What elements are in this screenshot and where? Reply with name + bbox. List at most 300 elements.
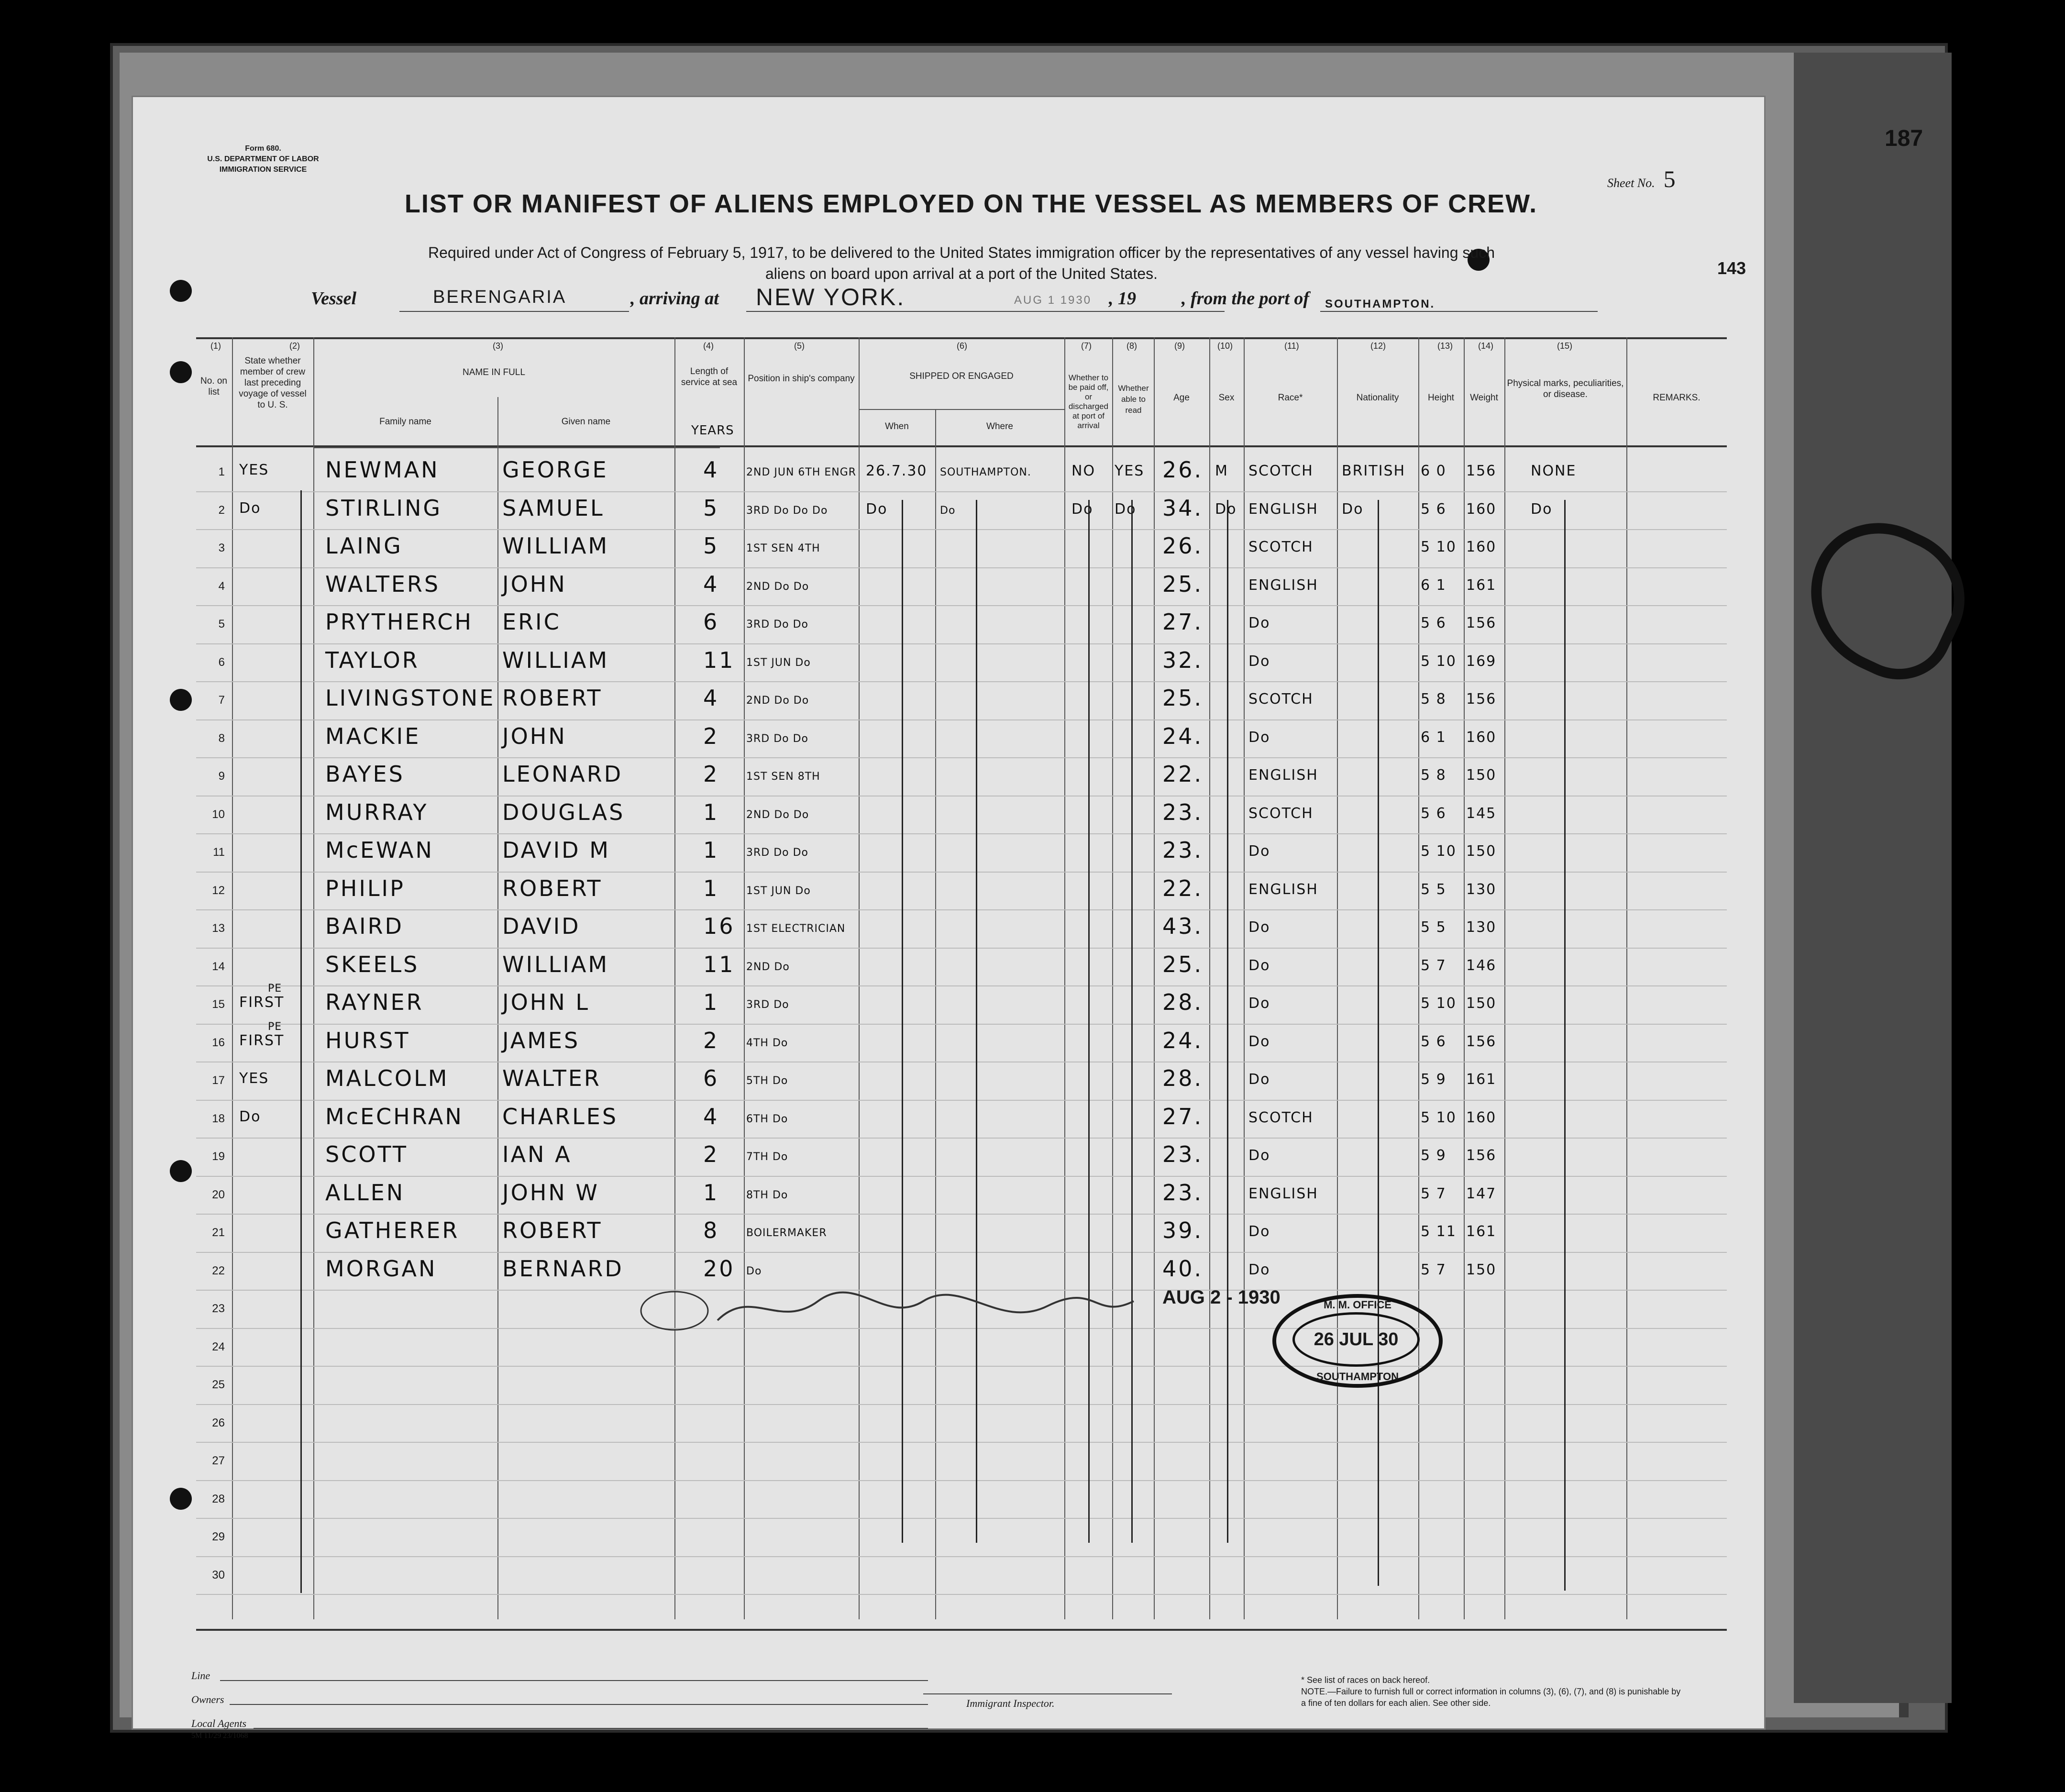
row-able-to-read: YES <box>1115 463 1145 479</box>
row-given-name: JOHN W <box>502 1179 599 1206</box>
row-family-name: SCOTT <box>325 1141 408 1167</box>
header-where: Where <box>986 421 1013 431</box>
header-age: Age <box>1173 393 1190 403</box>
row-race: Do <box>1248 1147 1270 1164</box>
row-rule <box>196 1024 1727 1025</box>
arrival-date-stamp: AUG 1 1930 <box>1014 294 1092 307</box>
page-subtitle <box>297 242 1626 284</box>
row-position: 2ND Do Do <box>746 580 809 593</box>
row-nationality: BRITISH <box>1342 463 1406 479</box>
row-number: 26 <box>212 1416 225 1429</box>
row-height: 5 10 <box>1421 843 1457 860</box>
row-rule <box>196 1404 1727 1405</box>
row-family-name: RAYNER <box>325 989 424 1015</box>
ditto-line <box>1564 500 1566 1591</box>
col-number: (11) <box>1284 341 1299 351</box>
departure-port: SOUTHAMPTON. <box>1325 298 1436 310</box>
row-given-name: GEORGE <box>502 457 608 483</box>
row-position: 2ND JUN 6TH ENGR <box>746 466 857 478</box>
row-height: 5 6 <box>1421 1033 1447 1050</box>
header-nationality: Nationality <box>1356 393 1399 403</box>
row-race: SCOTCH <box>1248 463 1314 479</box>
row-height: 5 10 <box>1421 653 1457 670</box>
row-height: 5 8 <box>1421 691 1447 708</box>
row-position: 1ST SEN 8TH <box>746 771 820 783</box>
header-paid-off: Whether to be paid off, or discharged at port of arrival <box>1068 373 1109 430</box>
year-label: , 19 <box>1109 288 1136 309</box>
crew-table <box>196 337 1727 1619</box>
footnote-penalty: NOTE.—Failure to furnish full or correct information in columns (3), (6), (7), and (8) is punishable by a fine of ten dollars for each alien. See other side. <box>1301 1687 1681 1708</box>
row-race: Do <box>1248 729 1270 746</box>
row-race: Do <box>1248 919 1270 936</box>
row-number: 3 <box>218 542 225 554</box>
row-number: 9 <box>218 770 225 783</box>
row-height: 5 9 <box>1421 1147 1447 1164</box>
row-race: Do <box>1248 1071 1270 1088</box>
row-rule <box>196 529 1727 530</box>
binder-cover-edge <box>1794 53 1952 1703</box>
ditto-line <box>1378 500 1379 1586</box>
row-weight: 150 <box>1466 767 1497 784</box>
col-number: (2) <box>289 341 300 351</box>
row-age: 39. <box>1162 1217 1204 1243</box>
header-remarks: REMARKS. <box>1653 393 1701 403</box>
row-race: ENGLISH <box>1248 1185 1318 1202</box>
row-given-name: ROBERT <box>502 875 603 901</box>
row-race: Do <box>1248 995 1270 1012</box>
vessel-label: Vessel <box>311 288 356 309</box>
row-age: 27. <box>1162 609 1204 635</box>
col-number: (9) <box>1174 341 1185 351</box>
form-number: Form 680. <box>245 144 281 153</box>
state-mark: PE <box>268 1020 282 1033</box>
page-title: LIST OR MANIFEST OF ALIENS EMPLOYED ON THE VESSEL AS MEMBERS OF CREW. <box>404 189 1538 218</box>
row-rule <box>196 491 1727 492</box>
row-number: 13 <box>212 922 225 935</box>
row-race: SCOTCH <box>1248 539 1314 555</box>
row-rule <box>196 643 1727 644</box>
row-family-name: MURRAY <box>325 799 429 825</box>
punch-hole <box>170 1160 192 1182</box>
row-weight: 145 <box>1466 805 1497 822</box>
row-given-name: DAVID M <box>502 837 610 863</box>
row-length-of-service: 4 <box>703 685 719 711</box>
row-rule <box>196 1252 1727 1253</box>
row-race: ENGLISH <box>1248 576 1318 594</box>
from-port-label: , from the port of <box>1182 288 1310 309</box>
row-given-name: DOUGLAS <box>502 799 625 825</box>
row-length-of-service: 1 <box>703 989 719 1015</box>
row-weight: 150 <box>1466 995 1497 1012</box>
row-state: YES <box>239 462 269 478</box>
row-number: 30 <box>212 1568 225 1582</box>
row-position: 7TH Do <box>746 1151 788 1163</box>
inspector-signature <box>636 1282 1143 1335</box>
row-shipped-where: Do <box>940 504 956 517</box>
row-number: 6 <box>218 655 225 669</box>
row-family-name: MALCOLM <box>325 1065 449 1091</box>
row-position: 1ST JUN Do <box>746 656 811 669</box>
header-when: When <box>885 421 909 431</box>
footnote-races: * See list of races on back hereof. <box>1301 1675 1430 1685</box>
punch-hole <box>170 280 192 302</box>
row-weight: 161 <box>1466 1223 1497 1240</box>
row-length-of-service: 8 <box>703 1217 719 1243</box>
row-age: 24. <box>1162 1027 1204 1053</box>
row-age: 32. <box>1162 647 1204 673</box>
row-paid-off: Do <box>1071 500 1093 518</box>
row-age: 26. <box>1162 457 1204 483</box>
sheet-value: 5 <box>1663 166 1676 192</box>
row-number: 18 <box>212 1112 225 1125</box>
row-state: FIRST <box>239 1032 285 1049</box>
row-height: 5 5 <box>1421 881 1447 898</box>
row-height: 5 9 <box>1421 1071 1447 1088</box>
row-position: Do <box>746 1265 762 1277</box>
row-rule <box>196 681 1727 682</box>
row-length-of-service: 2 <box>703 1141 719 1167</box>
row-position: 2ND Do Do <box>746 808 809 821</box>
row-given-name: ROBERT <box>502 685 603 711</box>
row-position: 3RD Do Do Do <box>746 504 828 517</box>
row-weight: 156 <box>1466 615 1497 631</box>
punch-hole <box>170 1488 192 1510</box>
row-height: 5 7 <box>1421 1185 1447 1202</box>
row-race: Do <box>1248 843 1270 860</box>
row-race: ENGLISH <box>1248 881 1318 898</box>
arriving-label: , arriving at <box>630 288 719 309</box>
col-number: (13) <box>1437 341 1453 351</box>
row-family-name: ALLEN <box>325 1179 405 1206</box>
service: IMMIGRATION SERVICE <box>219 166 307 174</box>
row-number: 11 <box>213 846 225 859</box>
row-shipped-where: SOUTHAMPTON. <box>940 466 1031 478</box>
row-given-name: WILLIAM <box>502 647 609 673</box>
stamp-top: M. M. OFFICE <box>1324 1299 1391 1311</box>
row-number: 10 <box>212 808 225 821</box>
footnote <box>1301 1674 1684 1709</box>
row-number: 12 <box>212 884 225 897</box>
row-number: 15 <box>212 998 225 1011</box>
row-race: SCOTCH <box>1248 1109 1314 1126</box>
row-height: 5 6 <box>1421 615 1447 631</box>
row-number: 16 <box>212 1036 225 1049</box>
header-length: Length of service at sea <box>681 366 738 387</box>
ditto-line <box>976 500 977 1543</box>
subtitle-line-2: aliens on board upon arrival at a port of the United States. <box>765 265 1158 282</box>
row-rule <box>196 1138 1727 1139</box>
row-weight: 130 <box>1466 919 1497 936</box>
row-number: 24 <box>212 1340 225 1353</box>
row-rule <box>196 948 1727 949</box>
row-weight: 150 <box>1466 843 1497 860</box>
header-sex: Sex <box>1218 393 1235 403</box>
header-no: No. on list <box>200 376 227 397</box>
row-given-name: JOHN <box>502 571 567 597</box>
row-rule <box>196 567 1727 568</box>
row-height: 5 10 <box>1421 539 1457 555</box>
row-length-of-service: 11 <box>703 951 735 977</box>
col-number: (6) <box>957 341 967 351</box>
form-identifier <box>187 144 340 175</box>
row-weight: 161 <box>1466 576 1497 594</box>
row-family-name: MORGAN <box>325 1255 437 1282</box>
row-sex: Do <box>1215 500 1237 518</box>
row-family-name: WALTERS <box>325 571 441 597</box>
row-age: 34. <box>1162 495 1204 521</box>
row-given-name: JAMES <box>502 1027 580 1053</box>
row-paid-off: NO <box>1071 463 1096 479</box>
row-number: 20 <box>212 1188 225 1201</box>
row-rule <box>196 1176 1727 1177</box>
col-number: (15) <box>1557 341 1573 351</box>
page-number: 187 <box>1885 126 1923 151</box>
col-number: (3) <box>493 341 503 351</box>
row-given-name: LEONARD <box>502 761 623 787</box>
subtitle-line-1: Required under Act of Congress of February 5, 1917, to be delivered to the United States immigration officer by the representatives of any vessel having such <box>428 244 1495 261</box>
row-length-of-service: 2 <box>703 723 719 749</box>
row-age: 25. <box>1162 951 1204 977</box>
row-length-of-service: 4 <box>703 571 719 597</box>
row-height: 5 10 <box>1421 1109 1457 1126</box>
row-family-name: BAYES <box>325 761 405 787</box>
row-number: 5 <box>218 618 225 631</box>
header-read: Whether able to read <box>1118 384 1149 415</box>
row-rule <box>196 757 1727 758</box>
row-position: 3RD Do Do <box>746 847 809 859</box>
header-name-in-full: NAME IN FULL <box>463 367 525 377</box>
row-given-name: DAVID <box>502 913 581 939</box>
sheet-label: Sheet No. <box>1607 176 1655 190</box>
row-height: 5 8 <box>1421 767 1447 784</box>
row-weight: 147 <box>1466 1185 1497 1202</box>
row-number: 7 <box>218 694 225 707</box>
footer-agents: Local Agents <box>191 1717 247 1729</box>
row-height: 5 6 <box>1421 805 1447 822</box>
row-age: 24. <box>1162 723 1204 749</box>
header-length-unit: YEARS <box>691 423 734 438</box>
row-position: 3RD Do <box>746 999 789 1011</box>
row-age: 23. <box>1162 1141 1204 1167</box>
punch-hole <box>170 689 192 711</box>
footer-line: Line <box>191 1670 210 1681</box>
row-height: 5 6 <box>1421 500 1447 518</box>
row-position: 5TH Do <box>746 1075 788 1087</box>
row-rule <box>196 605 1727 606</box>
row-physical-marks: NONE <box>1531 463 1577 479</box>
row-given-name: ERIC <box>502 609 561 635</box>
row-height: 5 7 <box>1421 957 1447 974</box>
row-number: 1 <box>218 465 225 478</box>
row-weight: 130 <box>1466 881 1497 898</box>
row-race: ENGLISH <box>1248 500 1318 518</box>
row-family-name: HURST <box>325 1027 410 1053</box>
row-age: 25. <box>1162 685 1204 711</box>
row-position: 2ND Do <box>746 961 790 973</box>
row-rule <box>196 719 1727 720</box>
row-family-name: McEWAN <box>325 837 434 863</box>
row-position: 2ND Do Do <box>746 695 809 707</box>
row-given-name: CHARLES <box>502 1103 618 1129</box>
row-sex: M <box>1215 463 1228 479</box>
row-state: YES <box>239 1070 269 1087</box>
row-length-of-service: 6 <box>703 1065 719 1091</box>
row-number: 14 <box>212 960 225 973</box>
col-number: (7) <box>1081 341 1092 351</box>
row-given-name: IAN A <box>502 1141 572 1167</box>
row-number: 23 <box>212 1302 225 1315</box>
row-weight: 146 <box>1466 957 1497 974</box>
header-weight: Weight <box>1470 393 1498 403</box>
row-number: 25 <box>212 1378 225 1391</box>
row-age: 43. <box>1162 913 1204 939</box>
header-given-name: Given name <box>561 417 611 427</box>
row-position: 3RD Do Do <box>746 732 809 745</box>
header-state: State whether member of crew last preceding voyage of vessel to U. S. <box>239 356 307 410</box>
row-able-to-read: Do <box>1115 500 1137 518</box>
row-position: 4TH Do <box>746 1037 788 1049</box>
row-family-name: McECHRAN <box>325 1103 464 1129</box>
row-race: SCOTCH <box>1248 691 1314 708</box>
row-family-name: MACKIE <box>325 723 421 749</box>
mm-office-stamp <box>1272 1294 1443 1388</box>
row-position: 1ST ELECTRICIAN <box>746 923 846 935</box>
row-age: 26. <box>1162 533 1204 559</box>
col-number: (5) <box>794 341 805 351</box>
side-number: 143 <box>1717 258 1746 278</box>
ditto-line <box>1131 500 1133 1543</box>
col-number: (10) <box>1217 341 1233 351</box>
ditto-line <box>902 500 903 1543</box>
row-rule <box>196 909 1727 910</box>
row-physical-marks: Do <box>1531 500 1553 518</box>
row-age: 28. <box>1162 1065 1204 1091</box>
row-race: Do <box>1248 957 1270 974</box>
row-given-name: JOHN L <box>502 989 590 1015</box>
row-rule <box>196 1518 1727 1519</box>
row-weight: 160 <box>1466 1109 1497 1126</box>
row-given-name: WILLIAM <box>502 951 609 977</box>
row-age: 23. <box>1162 837 1204 863</box>
row-family-name: GATHERER <box>325 1217 460 1243</box>
row-length-of-service: 4 <box>703 457 719 483</box>
ditto-line <box>1227 500 1228 1543</box>
row-shipped-when: 26.7.30 <box>866 463 928 479</box>
row-given-name: SAMUEL <box>502 495 605 521</box>
col-number: (8) <box>1126 341 1137 351</box>
col-number: (14) <box>1478 341 1494 351</box>
row-given-name: WILLIAM <box>502 533 609 559</box>
row-rule <box>196 872 1727 873</box>
row-race: Do <box>1248 1033 1270 1050</box>
row-height: 5 10 <box>1421 995 1457 1012</box>
row-length-of-service: 1 <box>703 837 719 863</box>
row-given-name: WALTER <box>502 1065 601 1091</box>
row-length-of-service: 11 <box>703 647 735 673</box>
row-weight: 160 <box>1466 500 1497 518</box>
row-height: 5 11 <box>1421 1223 1457 1240</box>
row-race: Do <box>1248 653 1270 670</box>
inspection-date: AUG 2 - 1930 <box>1162 1287 1281 1308</box>
row-position: 8TH Do <box>746 1189 788 1201</box>
row-number: 21 <box>212 1226 225 1239</box>
row-race: Do <box>1248 1261 1270 1278</box>
row-number: 22 <box>212 1264 225 1277</box>
row-length-of-service: 5 <box>703 533 719 559</box>
row-number: 19 <box>212 1150 225 1163</box>
row-weight: 156 <box>1466 463 1497 479</box>
row-weight: 156 <box>1466 691 1497 708</box>
row-given-name: JOHN <box>502 723 567 749</box>
row-position: 3RD Do Do <box>746 619 809 631</box>
row-age: 25. <box>1162 571 1204 597</box>
row-family-name: STIRLING <box>325 495 442 521</box>
col-number: (4) <box>703 341 714 351</box>
row-number: 17 <box>212 1074 225 1087</box>
stamp-bottom: SOUTHAMPTON <box>1316 1371 1399 1383</box>
row-age: 22. <box>1162 875 1204 901</box>
row-age: 23. <box>1162 1179 1204 1206</box>
row-position: 1ST JUN Do <box>746 885 811 897</box>
row-height: 6 1 <box>1421 576 1447 594</box>
ditto-line <box>300 1122 302 1593</box>
row-age: 22. <box>1162 761 1204 787</box>
row-weight: 160 <box>1466 539 1497 555</box>
row-length-of-service: 2 <box>703 1027 719 1053</box>
row-family-name: NEWMAN <box>325 457 440 483</box>
row-weight: 169 <box>1466 653 1497 670</box>
row-length-of-service: 1 <box>703 875 719 901</box>
header-physical: Physical marks, peculiarities, or disease. <box>1507 378 1624 399</box>
row-state: Do <box>239 1108 261 1125</box>
row-state: Do <box>239 499 261 517</box>
header-race: Race* <box>1278 393 1303 403</box>
row-length-of-service: 5 <box>703 495 719 521</box>
row-rule <box>196 833 1727 834</box>
footer-inspector: Immigrant Inspector. <box>966 1697 1055 1709</box>
row-family-name: TAYLOR <box>325 647 420 673</box>
row-rule <box>196 1594 1727 1595</box>
row-rule <box>196 1480 1727 1481</box>
row-weight: 161 <box>1466 1071 1497 1088</box>
row-family-name: LIVINGSTONE <box>325 685 496 711</box>
row-rule <box>196 985 1727 986</box>
row-given-name: BERNARD <box>502 1255 624 1282</box>
row-family-name: SKEELS <box>325 951 420 977</box>
ditto-line <box>1088 500 1090 1543</box>
header-position: Position in ship's company <box>748 374 855 384</box>
stamp-date: 26 JUL 30 <box>1292 1312 1420 1367</box>
row-given-name: ROBERT <box>502 1217 603 1243</box>
row-family-name: LAING <box>325 533 403 559</box>
row-number: 27 <box>212 1454 225 1467</box>
row-length-of-service: 2 <box>703 761 719 787</box>
row-number: 28 <box>212 1492 225 1505</box>
header-height: Height <box>1428 393 1454 403</box>
row-height: 6 0 <box>1421 463 1447 479</box>
row-family-name: BAIRD <box>325 913 404 939</box>
row-rule <box>196 1442 1727 1443</box>
row-length-of-service: 1 <box>703 1179 719 1206</box>
row-age: 40. <box>1162 1255 1204 1282</box>
row-length-of-service: 20 <box>703 1255 735 1282</box>
footer-owners: Owners <box>191 1693 224 1705</box>
col-number: (12) <box>1370 341 1386 351</box>
row-weight: 156 <box>1466 1033 1497 1050</box>
row-weight: 150 <box>1466 1261 1497 1278</box>
row-race: Do <box>1248 1223 1270 1240</box>
row-weight: 156 <box>1466 1147 1497 1164</box>
